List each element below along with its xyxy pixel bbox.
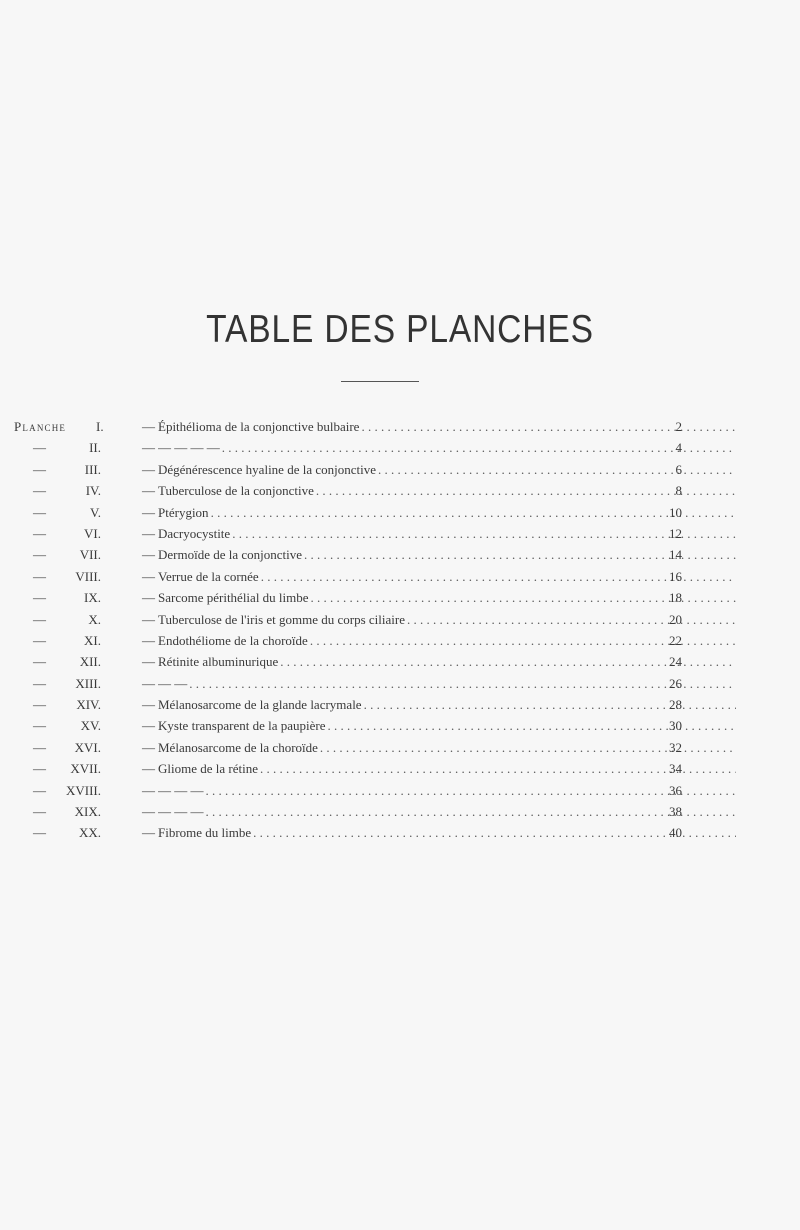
- dot-leader: [407, 609, 736, 630]
- entry-lead: —: [33, 547, 46, 563]
- plate-number: IV.: [85, 483, 101, 499]
- entry-lead: —: [33, 440, 46, 456]
- entry-lead: —: [33, 632, 46, 648]
- dot-leader: [378, 459, 736, 480]
- entry-lead: —: [33, 739, 46, 755]
- entry-separator: —: [142, 461, 155, 477]
- entry-lead: —: [33, 718, 46, 734]
- toc-entry[interactable]: [0, 502, 800, 523]
- entry-separator: —: [142, 718, 155, 734]
- entry-lead: —: [33, 697, 46, 713]
- entry-title-leader: [158, 609, 736, 630]
- page-number: 12: [669, 525, 682, 541]
- entry-title-leader: [158, 437, 736, 458]
- plate-number: XV.: [80, 718, 101, 734]
- plate-number: II.: [89, 440, 101, 456]
- page-number: 8: [675, 483, 682, 499]
- entry-title-leader: [158, 566, 736, 587]
- entry-lead: —: [33, 611, 46, 627]
- plate-title: Mélanosarcome de la glande lacrymale: [158, 694, 364, 715]
- entry-title-leader: [158, 480, 736, 501]
- plate-title: Gliome de la rétine: [158, 758, 260, 779]
- toc-entry[interactable]: [0, 609, 800, 630]
- plate-title: — —: [158, 673, 189, 694]
- entry-title-leader: [158, 630, 736, 651]
- entry-lead: —: [33, 504, 46, 520]
- entry-separator: —: [142, 632, 155, 648]
- entry-title-leader: [158, 651, 736, 672]
- page-number: 14: [669, 547, 682, 563]
- toc-entry[interactable]: [0, 822, 800, 843]
- page-number: 6: [675, 461, 682, 477]
- entry-separator: —: [142, 504, 155, 520]
- plate-title: Tuberculose de l'iris et gomme du corps ciliaire: [158, 609, 407, 630]
- entry-lead: —: [33, 825, 46, 841]
- plate-number: XVIII.: [65, 782, 101, 798]
- entry-separator: —: [142, 440, 155, 456]
- toc-entry[interactable]: [0, 758, 800, 779]
- page-title: TABLE DES PLANCHES: [206, 308, 594, 351]
- toc-entry[interactable]: [0, 780, 800, 801]
- entry-separator: —: [142, 675, 155, 691]
- entry-title-leader: [158, 758, 736, 779]
- entry-title-leader: [158, 715, 736, 736]
- toc-entry[interactable]: [0, 416, 800, 437]
- entry-separator: —: [142, 590, 155, 606]
- plate-number: VI.: [84, 525, 101, 541]
- toc-entry[interactable]: [0, 566, 800, 587]
- toc-entry[interactable]: [0, 715, 800, 736]
- plate-number: VII.: [79, 547, 101, 563]
- page-number: 32: [669, 739, 682, 755]
- plate-number: VIII.: [75, 568, 101, 584]
- plate-title: Ptérygion: [158, 502, 211, 523]
- toc-entry[interactable]: [0, 459, 800, 480]
- plate-number: V.: [90, 504, 101, 520]
- entry-title-leader: [158, 737, 736, 758]
- toc-entry[interactable]: [0, 587, 800, 608]
- plate-title: Dacryocystite: [158, 523, 232, 544]
- entry-separator: —: [142, 782, 155, 798]
- plate-number: XI.: [84, 632, 101, 648]
- plate-number: III.: [84, 461, 101, 477]
- plate-number: XIX.: [74, 804, 101, 820]
- entry-lead: —: [33, 782, 46, 798]
- entry-separator: —: [142, 611, 155, 627]
- toc-entry[interactable]: [0, 544, 800, 565]
- page-number: 10: [669, 504, 682, 520]
- entry-lead: —: [33, 654, 46, 670]
- page-number: 30: [669, 718, 682, 734]
- plate-title: Épithélioma de la conjonctive bulbaire: [158, 416, 361, 437]
- plate-number: I.: [96, 419, 104, 434]
- entry-title-leader: [158, 502, 736, 523]
- dot-leader: [189, 673, 736, 694]
- toc-entry[interactable]: [0, 801, 800, 822]
- entry-lead: —: [33, 568, 46, 584]
- entry-separator: —: [142, 654, 155, 670]
- toc-entry[interactable]: [0, 651, 800, 672]
- page-number: 38: [669, 804, 682, 820]
- plates-table-of-contents: [0, 416, 800, 844]
- plate-number: XIV.: [76, 697, 101, 713]
- entry-title-leader: [158, 673, 736, 694]
- plate-title: Verrue de la cornée: [158, 566, 261, 587]
- plate-number: XIII.: [75, 675, 101, 691]
- entry-lead: —: [33, 804, 46, 820]
- toc-entry[interactable]: [0, 630, 800, 651]
- entry-title-leader: [158, 544, 736, 565]
- plate-title: Dégénérescence hyaline de la conjonctive: [158, 459, 378, 480]
- plate-number: XX.: [78, 825, 101, 841]
- entry-lead: —: [33, 675, 46, 691]
- title-rule: [341, 381, 419, 382]
- plate-title: Tuberculose de la conjonctive: [158, 480, 316, 501]
- plate-title: Sarcome périthélial du limbe: [158, 587, 311, 608]
- entry-separator: —: [142, 568, 155, 584]
- entry-separator: —: [142, 483, 155, 499]
- plate-number: XII.: [79, 654, 101, 670]
- entry-title-leader: [158, 780, 736, 801]
- page-number: 2: [675, 419, 682, 434]
- plate-title: Rétinite albuminurique: [158, 651, 280, 672]
- entry-lead: Planche: [14, 419, 67, 434]
- entry-lead: —: [33, 590, 46, 606]
- page-number: 40: [669, 825, 682, 841]
- plate-title: Mélanosarcome de la choroïde: [158, 737, 320, 758]
- entry-lead: —: [33, 483, 46, 499]
- entry-title-leader: [158, 694, 736, 715]
- entry-separator: —: [142, 825, 155, 841]
- toc-entry[interactable]: [0, 480, 800, 501]
- entry-title-leader: [158, 523, 736, 544]
- toc-entry[interactable]: [0, 437, 800, 458]
- plate-number: XVII.: [70, 761, 101, 777]
- entry-separator: —: [142, 804, 155, 820]
- plate-number: XVI.: [74, 739, 101, 755]
- plate-title: — — — —: [158, 437, 222, 458]
- page-number: 34: [669, 761, 682, 777]
- page-number: 26: [669, 675, 682, 691]
- entry-lead: —: [33, 761, 46, 777]
- entry-lead: —: [33, 525, 46, 541]
- page-number: 24: [669, 654, 682, 670]
- entry-title-leader: [158, 416, 736, 437]
- page-number: 36: [669, 782, 682, 798]
- entry-title-leader: [158, 459, 736, 480]
- page-number: 18: [669, 590, 682, 606]
- plate-number: IX.: [84, 590, 101, 606]
- page-number: 28: [669, 697, 682, 713]
- entry-separator: —: [142, 547, 155, 563]
- toc-entry[interactable]: [0, 673, 800, 694]
- plate-title: Kyste transparent de la paupière: [158, 715, 327, 736]
- page-number: 16: [669, 568, 682, 584]
- entry-separator: —: [142, 761, 155, 777]
- entry-title-leader: [158, 801, 736, 822]
- page-number: 20: [669, 611, 682, 627]
- plate-number: X.: [88, 611, 101, 627]
- plate-title: Fibrome du limbe: [158, 822, 253, 843]
- plate-title: Endothéliome de la choroïde: [158, 630, 310, 651]
- entry-title-leader: [158, 587, 736, 608]
- entry-separator: —: [142, 697, 155, 713]
- toc-entry[interactable]: [0, 523, 800, 544]
- page-number: 4: [675, 440, 682, 456]
- entry-title-leader: [158, 822, 736, 843]
- entry-separator: —: [142, 525, 155, 541]
- plate-title: — — —: [158, 780, 206, 801]
- plate-title: — — —: [158, 801, 206, 822]
- page-number: 22: [669, 632, 682, 648]
- entry-separator: —: [142, 419, 155, 434]
- toc-entry[interactable]: [0, 737, 800, 758]
- entry-lead: —: [33, 461, 46, 477]
- entry-separator: —: [142, 739, 155, 755]
- toc-entry[interactable]: [0, 694, 800, 715]
- plate-title: Dermoïde de la conjonctive: [158, 544, 304, 565]
